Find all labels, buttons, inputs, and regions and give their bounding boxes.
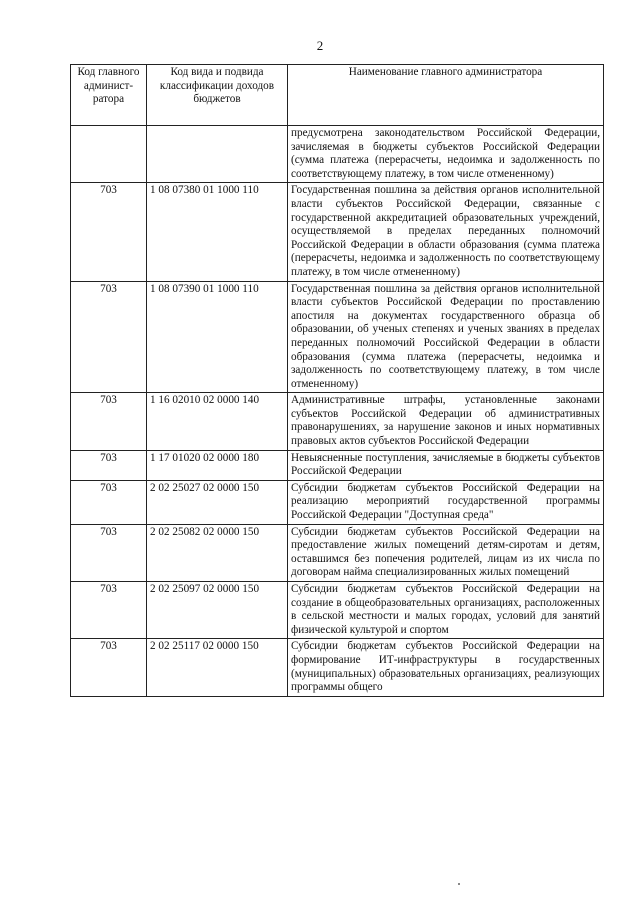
table-row: [71, 450, 604, 480]
table-row: [71, 281, 604, 393]
table-header-row: [71, 65, 604, 126]
cell-revenue-code: 2 02 25027 02 0000 150: [147, 480, 288, 524]
table-row: [71, 393, 604, 450]
cell-revenue-code: 1 08 07380 01 1000 110: [147, 183, 288, 281]
cell-admin-name: предусмотрена законодательством Российской Федерации, зачисляемая в бюджеты субъектов Российской Федерации (сумма платежа (перерасчеты, недоимка и задолженность по соответствующему платежу, в том числе отмененному): [288, 126, 604, 183]
revenue-administrators-table: [70, 64, 604, 697]
cell-admin-code: 703: [71, 524, 147, 581]
cell-admin-code: 703: [71, 582, 147, 639]
cell-admin-name: Невыясненные поступления, зачисляемые в бюджеты субъектов Российской Федерации: [288, 450, 604, 480]
cell-admin-code: 703: [71, 639, 147, 696]
cell-admin-name: Административные штрафы, установленные законами субъектов Российской Федерации об административных правонарушениях, за нарушение законов и иных нормативных правовых актов субъектов Российской Федерации: [288, 393, 604, 450]
header-admin-code: Код главного админист-ратора: [71, 65, 147, 126]
cell-admin-name: Субсидии бюджетам субъектов Российской Федерации на формирование ИТ-инфраструктуры в государственных (муниципальных) образовательных организациях, реализующих программы общего: [288, 639, 604, 696]
cell-admin-code: 703: [71, 281, 147, 393]
cell-revenue-code: [147, 126, 288, 183]
table-row: [71, 524, 604, 581]
table-row: [71, 126, 604, 183]
cell-admin-name: Субсидии бюджетам субъектов Российской Федерации на реализацию мероприятий государственной программы Российской Федерации "Доступная среда": [288, 480, 604, 524]
header-admin-name: Наименование главного администратора: [288, 65, 604, 126]
table-row: [71, 639, 604, 696]
cell-admin-code: 703: [71, 480, 147, 524]
scan-artifact: [458, 883, 460, 885]
cell-admin-code: [71, 126, 147, 183]
cell-revenue-code: 2 02 25117 02 0000 150: [147, 639, 288, 696]
table-row: [71, 480, 604, 524]
table-row: [71, 582, 604, 639]
cell-revenue-code: 2 02 25097 02 0000 150: [147, 582, 288, 639]
header-revenue-code: Код вида и подвида классификации доходов бюджетов: [147, 65, 288, 126]
cell-revenue-code: 2 02 25082 02 0000 150: [147, 524, 288, 581]
cell-revenue-code: 1 08 07390 01 1000 110: [147, 281, 288, 393]
cell-admin-name: Государственная пошлина за действия органов исполнительной власти субъектов Российской Федерации по проставлению апостиля на документах государственного образца об образовании, об ученых степенях и ученых званиях в пределах переданных полномочий Российской Федерации в области образования (сумма платежа (перерасчеты, недоимка и задолженность по соответствующему платежу, в том числе отмененному): [288, 281, 604, 393]
cell-revenue-code: 1 17 01020 02 0000 180: [147, 450, 288, 480]
cell-admin-name: Субсидии бюджетам субъектов Российской Федерации на создание в общеобразовательных организациях, расположенных в сельской местности и малых городах, условий для занятий физической культурой и спортом: [288, 582, 604, 639]
cell-admin-code: 703: [71, 450, 147, 480]
table-row: [71, 183, 604, 281]
cell-admin-code: 703: [71, 183, 147, 281]
cell-admin-name: Государственная пошлина за действия органов исполнительной власти субъектов Российской Федерации, связанные с государственной аккредитацией образовательных учреждений, осуществляемой в пределах переданных полномочий Российской Федерации в области образования (сумма платежа (перерасчеты, недоимка и задолженность по соответствующему платежу, в том числе отмененному): [288, 183, 604, 281]
cell-revenue-code: 1 16 02010 02 0000 140: [147, 393, 288, 450]
page-number: 2: [316, 38, 324, 53]
table-body: [71, 126, 604, 697]
cell-admin-code: 703: [71, 393, 147, 450]
cell-admin-name: Субсидии бюджетам субъектов Российской Федерации на предоставление жилых помещений детям-сиротам и детям, оставшимся без попечения родителей, лицам из их числа по договорам найма специализированных жилых помещений: [288, 524, 604, 581]
